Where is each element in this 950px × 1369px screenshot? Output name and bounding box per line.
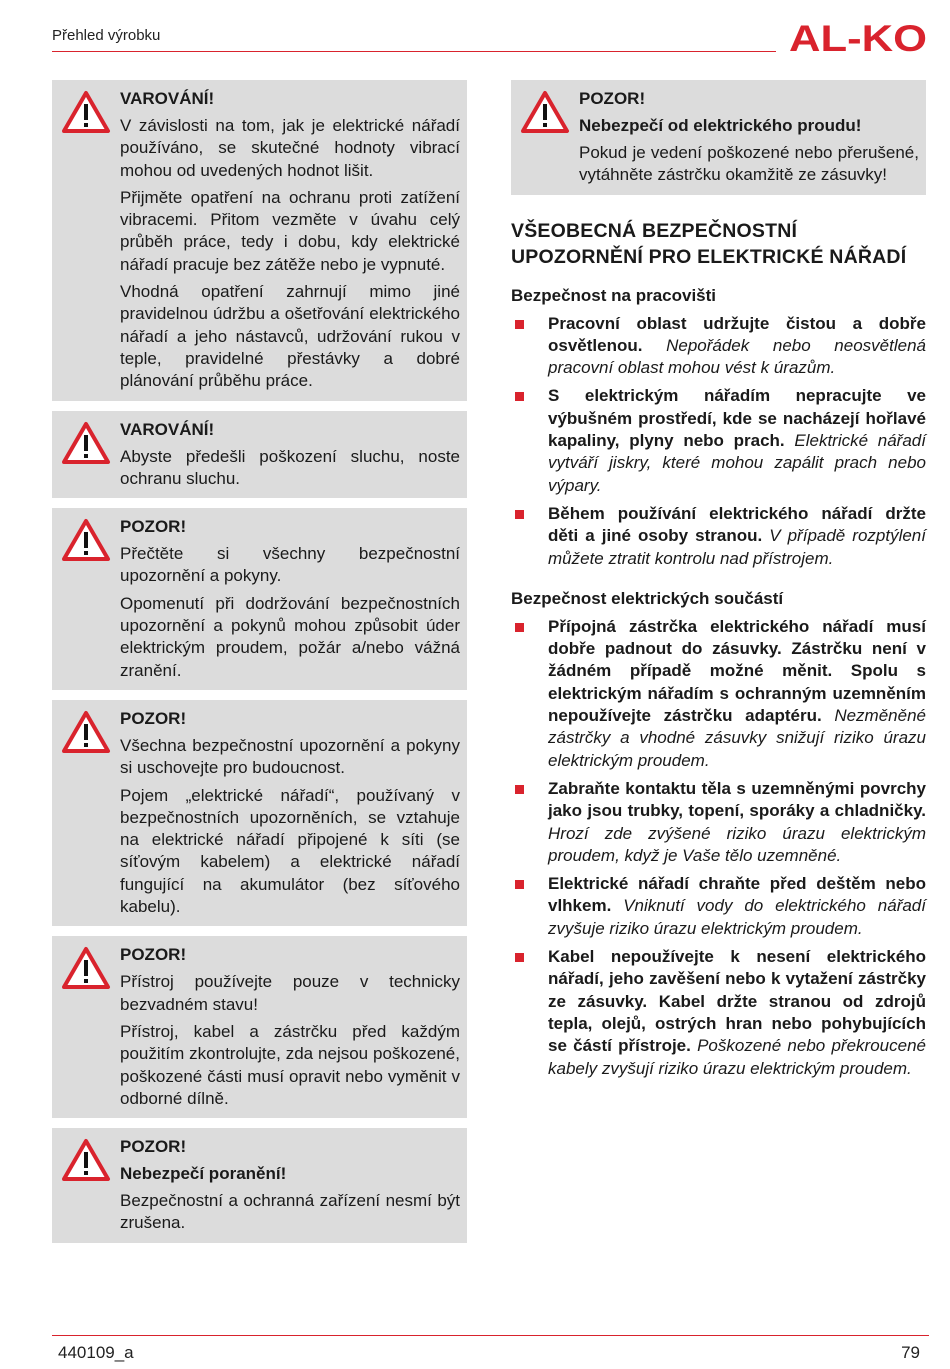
- box-subtitle: Nebezpečí od elektrického proudu!: [579, 116, 862, 135]
- bullet-item: [511, 616, 926, 772]
- bullet-bold-text: Zabraňte kontaktu těla s uzemněnými povrchy jako jsou trubky, topení, sporáky a chladničky.: [548, 778, 926, 821]
- warning-box: [52, 80, 467, 401]
- warning-triangle-icon: [61, 518, 111, 562]
- caution-box: [52, 936, 467, 1118]
- bullet-italic-text: Nezměněné zástrčky a vhodné zásuvky snižují riziko úrazu elektrickým proudem.: [548, 706, 926, 770]
- warning-triangle-icon: [520, 90, 570, 134]
- bullet-square-icon: [515, 392, 524, 401]
- box-text: Přečtěte si všechny bezpečnostní upozornění a pokyny.: [120, 544, 460, 586]
- warning-triangle-icon: [61, 946, 111, 990]
- box-title: POZOR!: [120, 945, 187, 965]
- bullet-bold-text: Přípojná zástrčka elektrického nářadí musí dobře padnout do zásuvky. Zástrčku není v žádném případě možné měnit. Spolu s elektrickým nářadím s ochranným uzemněním nepoužívejte zástrčku adaptéru.: [548, 616, 926, 726]
- box-text: Opomenutí při dodržování bezpečnostních upozornění a pokynů mohou způsobit úder elektrickým proudem, požár a/nebo vážná zranění.: [120, 593, 460, 680]
- bullet-bold-text: Elektrické nářadí chraňte před deštěm nebo vlhkem.: [548, 874, 926, 916]
- box-text: Vhodná opatření zahrnují mimo jiné pravidelnou údržbu a ošetřování elektrického nářadí a jeho nástavců, udržování rukou v teple, pravidelné přestávky a dobré plánování průběhu práce.: [120, 282, 460, 391]
- bullet-item: [511, 778, 926, 867]
- document-code: 440109_a: [58, 1343, 134, 1362]
- box-title: POZOR!: [120, 708, 187, 728]
- bullet-item: [511, 946, 926, 1080]
- box-subtitle: Nebezpečí poranění!: [120, 1164, 287, 1184]
- section-title: VŠEOBECNÁ BEZPEČNOSTNÍ UPOZORNĚNÍ PRO ELEKTRICKÉ NÁŘADÍ: [511, 219, 907, 268]
- box-text: Pojem „elektrické nářadí“, používaný v bezpečnostních upozorněních, se vztahuje na elektrické nářadí připojené k síti (se síťovým kabelem) a elektrické nářadí fungující na akumulátor (bez síťového kabelu).: [120, 785, 460, 917]
- bullet-item: [511, 873, 926, 940]
- subsection-heading: Bezpečnost na pracovišti: [511, 285, 717, 305]
- bullet-italic-text: Nepořádek nebo neosvětlená pracovní oblast mohou vést k úrazům.: [548, 335, 926, 378]
- box-text: Abyste předešli poškození sluchu, noste ochranu sluchu.: [120, 446, 460, 488]
- bullet-bold-text: Pracovní oblast udržujte čistou a dobře osvětlenou.: [548, 313, 926, 355]
- right-column: [511, 80, 926, 1086]
- bullet-square-icon: [515, 953, 524, 962]
- warning-triangle-icon: [61, 710, 111, 754]
- bullet-square-icon: [515, 785, 524, 794]
- bullet-italic-text: V případě rozptýlení můžete ztratit kontrolu nad přístrojem.: [548, 526, 926, 568]
- al-ko-logo: [789, 20, 929, 56]
- box-text: Přístroj používejte pouze v technicky bezvadném stavu!: [120, 972, 460, 1014]
- box-text: Přístroj, kabel a zástrčku před každým použitím zkontrolujte, zda nejsou poškozené, poškozené části musí opravit nebo vyměnit v odborné dílně.: [120, 1021, 460, 1108]
- bullet-square-icon: [515, 623, 524, 632]
- bullet-bold-text: Během používání elektrického nářadí držte děti a jiné osoby stranou.: [548, 503, 926, 546]
- left-column: [52, 80, 467, 1253]
- bullet-item: [511, 503, 926, 570]
- bullet-square-icon: [515, 510, 524, 519]
- warning-box: [52, 411, 467, 499]
- caution-box: [52, 1128, 467, 1243]
- box-text: Přijměte opatření na ochranu proti zatížení vibracemi. Přitom vezměte v úvahu celý průběh práce, tedy i dobu, kdy elektrické nářadí pracuje bez zátěže nebo je vypnuté.: [120, 187, 460, 274]
- box-text: V závislosti na tom, jak je elektrické nářadí používáno, se skutečné hodnoty vibrací mohou od uvedených hodnot lišit.: [120, 116, 460, 180]
- box-title: POZOR!: [120, 517, 187, 537]
- bullet-item: [511, 313, 926, 380]
- caution-box: [52, 508, 467, 690]
- logo-text: AL-KO: [789, 20, 927, 56]
- bullet-bold-text: S elektrickým nářadím nepracujte ve výbušném prostředí, kde se nacházejí hořlavé kapaliny, plyny nebo prach.: [548, 386, 926, 451]
- box-title: POZOR!: [579, 89, 646, 108]
- warning-triangle-icon: [61, 90, 111, 134]
- caution-box: [511, 80, 926, 195]
- bullet-italic-text: Hrozí zde zvýšené riziko úrazu elektrickým proudem, když je Vaše tělo uzemněné.: [548, 823, 926, 865]
- warning-triangle-icon: [61, 421, 111, 465]
- header-title: Přehled výrobku: [52, 27, 161, 44]
- box-text: Všechna bezpečnostní upozornění a pokyny si uschovejte pro budoucnost.: [120, 735, 460, 778]
- bullet-item: [511, 385, 926, 496]
- box-text: Pokud je vedení poškozené nebo přerušené, vytáhněte zástrčku okamžitě ze zásuvky!: [579, 143, 919, 185]
- subsection-heading: Bezpečnost elektrických součástí: [511, 588, 784, 608]
- page-number: 79: [901, 1343, 920, 1362]
- caution-box: [52, 700, 467, 926]
- bullet-italic-text: Vniknutí vody do elektrického nářadí zvyšuje riziko úrazu elektrickým proudem.: [548, 896, 926, 938]
- bullet-italic-text: Poškozené nebo překroucené kabely zvyšují riziko úrazu elektrickým proudem.: [548, 1036, 926, 1078]
- box-title: VAROVÁNÍ!: [120, 89, 215, 108]
- bullet-square-icon: [515, 320, 524, 329]
- bullet-italic-text: Elektrické nářadí vytváří jiskry, které mohou zapálit prach nebo výpary.: [548, 431, 926, 495]
- footer-divider: [52, 1335, 929, 1336]
- bullet-bold-text: Kabel nepoužívejte k nesení elektrického nářadí, jeho zavěšení nebo k vytažení zástrčky ze zásuvky. Kabel držte stranou od zdrojů tepla, olejů, ostrých hran nebo pohybujících se částí přístroje.: [548, 947, 926, 1056]
- box-title: POZOR!: [120, 1137, 187, 1157]
- box-title: VAROVÁNÍ!: [120, 419, 215, 439]
- bullet-square-icon: [515, 880, 524, 889]
- header-divider: [52, 51, 776, 52]
- box-text: Bezpečnostní a ochranná zařízení nesmí být zrušena.: [120, 1191, 460, 1233]
- warning-triangle-icon: [61, 1138, 111, 1182]
